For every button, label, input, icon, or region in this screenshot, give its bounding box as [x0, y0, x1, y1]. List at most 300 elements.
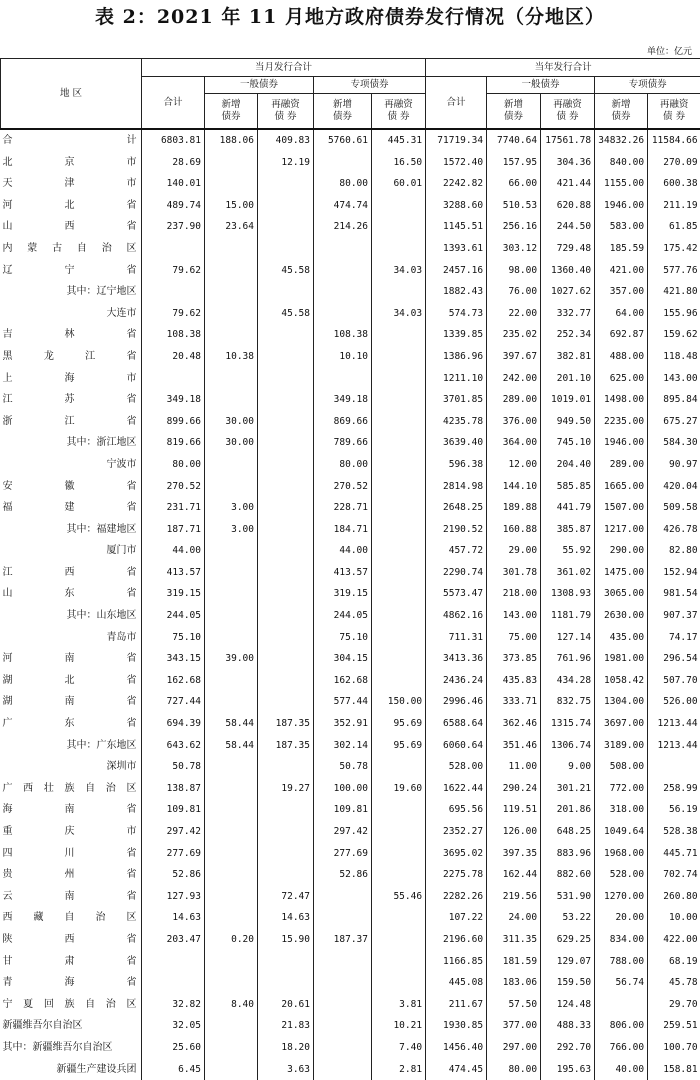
value-cell	[372, 907, 426, 929]
value-cell: 18.20	[258, 1037, 314, 1059]
region-cell	[1, 1037, 142, 1059]
value-cell	[205, 778, 258, 800]
value-cell	[258, 389, 314, 411]
value-cell: 3.63	[258, 1059, 314, 1080]
value-cell: 397.35	[487, 843, 541, 865]
value-cell: 16.50	[372, 152, 426, 174]
value-cell: 34.03	[372, 303, 426, 325]
region-name: 西 藏 自 治 区	[3, 907, 137, 929]
value-cell: 126.00	[487, 821, 541, 843]
value-cell: 296.54	[648, 648, 700, 670]
value-cell: 184.71	[314, 519, 372, 541]
value-cell	[258, 346, 314, 368]
value-cell: 90.97	[648, 454, 700, 476]
value-cell	[258, 821, 314, 843]
header-month-general: 一般债券	[205, 77, 314, 94]
region-cell	[1, 670, 142, 692]
value-cell: 277.69	[142, 843, 205, 865]
value-cell: 509.58	[648, 497, 700, 519]
value-cell: 12.00	[487, 454, 541, 476]
value-cell: 24.00	[487, 907, 541, 929]
region-cell	[1, 735, 142, 757]
table-row	[1, 129, 700, 152]
value-cell: 79.62	[142, 303, 205, 325]
value-cell: 421.80	[648, 281, 700, 303]
table-row	[1, 389, 700, 411]
value-cell	[372, 562, 426, 584]
value-cell: 204.40	[541, 454, 595, 476]
value-cell: 772.00	[595, 778, 648, 800]
value-cell: 1211.10	[426, 368, 487, 390]
value-cell	[372, 821, 426, 843]
value-cell: 50.78	[142, 756, 205, 778]
region-cell	[1, 756, 142, 778]
header-year-group: 当年发行合计	[426, 59, 700, 77]
table-row	[1, 260, 700, 282]
value-cell	[258, 799, 314, 821]
value-cell: 577.44	[314, 691, 372, 713]
value-cell	[372, 583, 426, 605]
value-cell: 52.86	[314, 864, 372, 886]
table-row	[1, 281, 700, 303]
value-cell: 1027.62	[541, 281, 595, 303]
table-row	[1, 691, 700, 713]
value-cell: 270.52	[142, 476, 205, 498]
table-body	[1, 129, 700, 1080]
value-cell	[258, 281, 314, 303]
region-name: 江 西 省	[3, 562, 137, 584]
value-cell: 435.83	[487, 670, 541, 692]
value-cell	[205, 821, 258, 843]
value-cell: 252.34	[541, 324, 595, 346]
value-cell: 0.20	[205, 929, 258, 951]
value-cell	[205, 843, 258, 865]
region-cell	[1, 368, 142, 390]
value-cell	[258, 497, 314, 519]
value-cell	[258, 583, 314, 605]
region-cell	[1, 195, 142, 217]
value-cell	[314, 303, 372, 325]
value-cell	[314, 994, 372, 1016]
value-cell: 19.60	[372, 778, 426, 800]
value-cell: 528.38	[648, 821, 700, 843]
value-cell: 150.00	[372, 691, 426, 713]
table-row	[1, 648, 700, 670]
value-cell	[372, 497, 426, 519]
value-cell: 361.02	[541, 562, 595, 584]
value-cell: 981.54	[648, 583, 700, 605]
value-cell: 2242.82	[426, 173, 487, 195]
table-row	[1, 1059, 700, 1080]
value-cell: 140.01	[142, 173, 205, 195]
value-cell: 304.36	[541, 152, 595, 174]
table-row	[1, 778, 700, 800]
value-cell	[258, 864, 314, 886]
value-cell: 351.46	[487, 735, 541, 757]
value-cell: 75.10	[142, 627, 205, 649]
value-cell: 1339.85	[426, 324, 487, 346]
region-name: 深圳市	[3, 756, 137, 778]
value-cell: 56.19	[648, 799, 700, 821]
value-cell: 68.19	[648, 951, 700, 973]
value-cell	[258, 368, 314, 390]
value-cell	[372, 605, 426, 627]
value-cell: 74.17	[648, 627, 700, 649]
value-cell: 162.68	[314, 670, 372, 692]
table-row	[1, 994, 700, 1016]
region-name: 河 南 省	[3, 648, 137, 670]
region-cell	[1, 216, 142, 238]
region-cell	[1, 260, 142, 282]
value-cell	[372, 864, 426, 886]
value-cell	[205, 886, 258, 908]
value-cell	[372, 216, 426, 238]
value-cell: 1213.44	[648, 735, 700, 757]
value-cell: 162.68	[142, 670, 205, 692]
value-cell: 72.47	[258, 886, 314, 908]
value-cell: 474.74	[314, 195, 372, 217]
value-cell: 421.44	[541, 173, 595, 195]
value-cell: 332.77	[541, 303, 595, 325]
value-cell: 95.69	[372, 713, 426, 735]
value-cell	[314, 281, 372, 303]
page-title: 表 2：2021 年 11 月地方政府债券发行情况（分地区）	[0, 2, 700, 29]
value-cell	[258, 605, 314, 627]
value-cell: 52.86	[142, 864, 205, 886]
table-row	[1, 864, 700, 886]
value-cell: 1315.74	[541, 713, 595, 735]
value-cell: 3189.00	[595, 735, 648, 757]
value-cell: 426.78	[648, 519, 700, 541]
value-cell: 5760.61	[314, 129, 372, 152]
region-cell	[1, 951, 142, 973]
region-cell	[1, 1015, 142, 1037]
value-cell: 577.76	[648, 260, 700, 282]
value-cell: 1213.44	[648, 713, 700, 735]
value-cell: 474.45	[426, 1059, 487, 1080]
table-row	[1, 519, 700, 541]
value-cell: 187.35	[258, 735, 314, 757]
value-cell: 3697.00	[595, 713, 648, 735]
table-row	[1, 303, 700, 325]
value-cell: 5573.47	[426, 583, 487, 605]
value-cell: 235.02	[487, 324, 541, 346]
table-row	[1, 238, 700, 260]
value-cell: 17561.78	[541, 129, 595, 152]
table-row	[1, 476, 700, 498]
value-cell	[258, 238, 314, 260]
value-cell	[314, 907, 372, 929]
value-cell: 39.00	[205, 648, 258, 670]
value-cell: 231.71	[142, 497, 205, 519]
value-cell: 20.00	[595, 907, 648, 929]
value-cell: 244.05	[314, 605, 372, 627]
value-cell: 1217.00	[595, 519, 648, 541]
value-cell	[142, 368, 205, 390]
value-cell: 256.16	[487, 216, 541, 238]
value-cell: 277.69	[314, 843, 372, 865]
value-cell: 3065.00	[595, 583, 648, 605]
unit-label: 单位：亿元	[647, 44, 692, 57]
table-row	[1, 1037, 700, 1059]
table-row	[1, 173, 700, 195]
value-cell: 531.90	[541, 886, 595, 908]
value-cell: 301.21	[541, 778, 595, 800]
value-cell: 882.60	[541, 864, 595, 886]
value-cell: 420.04	[648, 476, 700, 498]
value-cell: 29.00	[487, 540, 541, 562]
value-cell: 648.25	[541, 821, 595, 843]
value-cell: 1181.79	[541, 605, 595, 627]
table-row	[1, 540, 700, 562]
value-cell	[258, 756, 314, 778]
table-row	[1, 454, 700, 476]
value-cell: 3.00	[205, 519, 258, 541]
value-cell: 244.05	[142, 605, 205, 627]
region-name: 北 京 市	[3, 152, 137, 174]
value-cell	[372, 281, 426, 303]
table-row	[1, 713, 700, 735]
table-row	[1, 843, 700, 865]
value-cell: 376.00	[487, 411, 541, 433]
value-cell	[372, 432, 426, 454]
value-cell	[142, 972, 205, 994]
value-cell	[205, 281, 258, 303]
value-cell	[142, 951, 205, 973]
value-cell: 489.74	[142, 195, 205, 217]
value-cell: 187.35	[258, 713, 314, 735]
value-cell: 292.70	[541, 1037, 595, 1059]
value-cell: 4235.78	[426, 411, 487, 433]
table-row	[1, 411, 700, 433]
value-cell: 789.66	[314, 432, 372, 454]
value-cell	[205, 476, 258, 498]
value-cell: 6.45	[142, 1059, 205, 1080]
table-row	[1, 583, 700, 605]
value-cell	[372, 368, 426, 390]
value-cell: 574.73	[426, 303, 487, 325]
region-cell	[1, 324, 142, 346]
value-cell	[205, 670, 258, 692]
value-cell: 1360.40	[541, 260, 595, 282]
header-refinance: 再融资 债 券	[648, 94, 700, 130]
value-cell	[372, 476, 426, 498]
value-cell: 1946.00	[595, 432, 648, 454]
table-row	[1, 670, 700, 692]
value-cell	[205, 238, 258, 260]
header-new: 新增 债券	[487, 94, 541, 130]
value-cell	[205, 951, 258, 973]
value-cell: 10.21	[372, 1015, 426, 1037]
value-cell: 138.87	[142, 778, 205, 800]
value-cell: 1572.40	[426, 152, 487, 174]
value-cell	[372, 929, 426, 951]
bond-issuance-table	[0, 58, 700, 1080]
value-cell: 270.52	[314, 476, 372, 498]
value-cell: 643.62	[142, 735, 205, 757]
value-cell: 695.56	[426, 799, 487, 821]
value-cell	[205, 627, 258, 649]
value-cell: 508.00	[595, 756, 648, 778]
value-cell: 32.05	[142, 1015, 205, 1037]
value-cell: 82.80	[648, 540, 700, 562]
value-cell: 58.44	[205, 735, 258, 757]
value-cell: 625.00	[595, 368, 648, 390]
value-cell: 883.96	[541, 843, 595, 865]
value-cell: 189.88	[487, 497, 541, 519]
value-cell: 727.44	[142, 691, 205, 713]
table-row	[1, 368, 700, 390]
value-cell: 258.99	[648, 778, 700, 800]
value-cell	[258, 476, 314, 498]
region-cell	[1, 129, 142, 152]
value-cell: 318.00	[595, 799, 648, 821]
value-cell: 3.00	[205, 497, 258, 519]
value-cell	[372, 756, 426, 778]
value-cell: 152.94	[648, 562, 700, 584]
value-cell	[314, 1037, 372, 1059]
value-cell: 382.81	[541, 346, 595, 368]
value-cell	[258, 173, 314, 195]
value-cell: 44.00	[314, 540, 372, 562]
value-cell: 3701.85	[426, 389, 487, 411]
value-cell: 435.00	[595, 627, 648, 649]
value-cell: 127.93	[142, 886, 205, 908]
value-cell: 20.48	[142, 346, 205, 368]
value-cell	[314, 1015, 372, 1037]
value-cell: 45.78	[648, 972, 700, 994]
region-cell	[1, 432, 142, 454]
value-cell: 584.30	[648, 432, 700, 454]
value-cell: 421.00	[595, 260, 648, 282]
region-cell	[1, 843, 142, 865]
value-cell: 14.63	[142, 907, 205, 929]
value-cell: 25.60	[142, 1037, 205, 1059]
value-cell: 79.62	[142, 260, 205, 282]
value-cell: 45.58	[258, 260, 314, 282]
value-cell: 7740.64	[487, 129, 541, 152]
value-cell: 702.74	[648, 864, 700, 886]
value-cell: 2630.00	[595, 605, 648, 627]
value-cell: 109.81	[142, 799, 205, 821]
value-cell: 11584.66	[648, 129, 700, 152]
value-cell: 108.38	[142, 324, 205, 346]
value-cell	[314, 260, 372, 282]
value-cell: 270.09	[648, 152, 700, 174]
value-cell: 71719.34	[426, 129, 487, 152]
region-name: 青岛市	[3, 627, 137, 649]
table-row	[1, 497, 700, 519]
value-cell: 3695.02	[426, 843, 487, 865]
region-cell	[1, 152, 142, 174]
value-cell: 98.00	[487, 260, 541, 282]
value-cell: 528.00	[595, 864, 648, 886]
value-cell	[595, 994, 648, 1016]
value-cell: 434.28	[541, 670, 595, 692]
value-cell: 1622.44	[426, 778, 487, 800]
value-cell: 75.00	[487, 627, 541, 649]
region-cell	[1, 476, 142, 498]
region-name: 其中：浙江地区	[3, 432, 137, 454]
value-cell: 1155.00	[595, 173, 648, 195]
region-name: 云 南 省	[3, 886, 137, 908]
value-cell: 58.44	[205, 713, 258, 735]
table-row	[1, 951, 700, 973]
region-cell	[1, 497, 142, 519]
value-cell: 15.90	[258, 929, 314, 951]
value-cell: 1308.93	[541, 583, 595, 605]
value-cell: 1882.43	[426, 281, 487, 303]
value-cell: 66.00	[487, 173, 541, 195]
value-cell: 80.00	[314, 173, 372, 195]
value-cell: 162.44	[487, 864, 541, 886]
value-cell: 3.81	[372, 994, 426, 1016]
region-name: 海 南 省	[3, 799, 137, 821]
value-cell: 118.48	[648, 346, 700, 368]
value-cell: 260.80	[648, 886, 700, 908]
region-name: 重 庆 市	[3, 821, 137, 843]
value-cell	[205, 324, 258, 346]
region-name: 上 海 市	[3, 368, 137, 390]
value-cell: 302.14	[314, 735, 372, 757]
value-cell: 61.85	[648, 216, 700, 238]
value-cell: 413.57	[142, 562, 205, 584]
value-cell: 2.81	[372, 1059, 426, 1080]
value-cell: 1145.51	[426, 216, 487, 238]
value-cell: 385.87	[541, 519, 595, 541]
value-cell: 57.50	[487, 994, 541, 1016]
value-cell: 6588.64	[426, 713, 487, 735]
value-cell: 819.66	[142, 432, 205, 454]
value-cell: 1946.00	[595, 195, 648, 217]
value-cell: 2352.27	[426, 821, 487, 843]
table-row	[1, 605, 700, 627]
value-cell: 76.00	[487, 281, 541, 303]
value-cell: 2436.24	[426, 670, 487, 692]
region-name: 大连市	[3, 303, 137, 325]
value-cell	[205, 260, 258, 282]
region-cell	[1, 411, 142, 433]
value-cell	[258, 691, 314, 713]
value-cell: 1386.96	[426, 346, 487, 368]
value-cell: 12.19	[258, 152, 314, 174]
value-cell: 694.39	[142, 713, 205, 735]
value-cell	[372, 454, 426, 476]
region-name: 其中：新疆维吾尔自治区	[3, 1037, 137, 1059]
value-cell: 349.18	[314, 389, 372, 411]
header-year-general: 一般债券	[487, 77, 595, 94]
value-cell	[205, 454, 258, 476]
value-cell	[372, 670, 426, 692]
region-name: 合 计	[3, 130, 137, 152]
value-cell	[258, 540, 314, 562]
value-cell: 34.03	[372, 260, 426, 282]
value-cell: 319.15	[314, 583, 372, 605]
region-cell	[1, 519, 142, 541]
value-cell	[205, 605, 258, 627]
value-cell: 32.82	[142, 994, 205, 1016]
value-cell: 175.42	[648, 238, 700, 260]
value-cell	[205, 691, 258, 713]
region-cell	[1, 605, 142, 627]
region-cell	[1, 562, 142, 584]
value-cell: 10.38	[205, 346, 258, 368]
value-cell: 409.83	[258, 129, 314, 152]
value-cell	[258, 843, 314, 865]
value-cell: 242.00	[487, 368, 541, 390]
region-cell	[1, 886, 142, 908]
table-row	[1, 324, 700, 346]
